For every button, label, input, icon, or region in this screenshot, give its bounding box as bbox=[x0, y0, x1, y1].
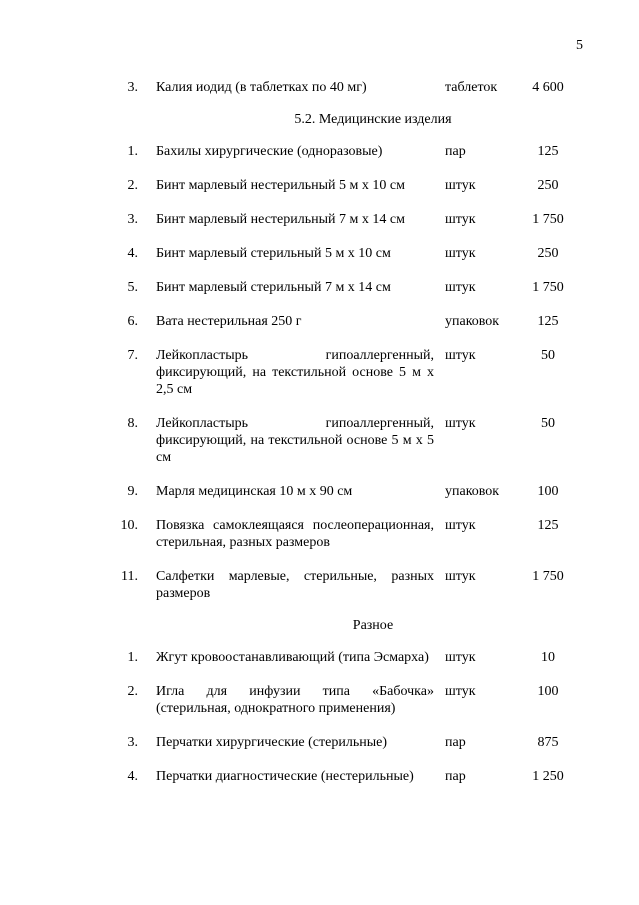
row-number: 5. bbox=[127, 280, 138, 295]
item-name: Повязка самоклеящаяся послеоперационная, стерильная, разных размеров bbox=[156, 518, 434, 550]
item-quantity: 875 bbox=[537, 735, 559, 750]
table-row bbox=[110, 347, 590, 398]
item-unit: штук bbox=[445, 178, 476, 193]
row-number: 4. bbox=[127, 246, 138, 261]
item-name: Игла для инфузии типа «Бабочка» (стерильная, однократного применения) bbox=[156, 684, 434, 716]
item-quantity: 1 750 bbox=[532, 280, 564, 295]
item-unit: штук bbox=[445, 246, 476, 261]
item-quantity: 125 bbox=[537, 518, 559, 533]
item-quantity: 250 bbox=[537, 178, 559, 193]
item-name: Бинт марлевый нестерильный 5 м х 10 см bbox=[156, 178, 405, 193]
item-name: Бинт марлевый стерильный 5 м х 10 см bbox=[156, 246, 391, 261]
item-quantity: 50 bbox=[541, 416, 555, 431]
table-row bbox=[110, 683, 590, 717]
page-number: 5 bbox=[576, 38, 583, 53]
item-name: Бинт марлевый нестерильный 7 м х 14 см bbox=[156, 212, 405, 227]
item-quantity: 1 750 bbox=[532, 569, 564, 584]
item-unit: штук bbox=[445, 650, 476, 665]
table-row bbox=[110, 768, 590, 785]
item-unit: упаковок bbox=[445, 314, 500, 329]
row-number: 7. bbox=[127, 348, 138, 363]
item-unit: таблеток bbox=[445, 80, 498, 95]
item-name: Перчатки хирургические (стерильные) bbox=[156, 735, 387, 750]
section-heading-medical: 5.2. Медицинские изделия bbox=[294, 112, 452, 127]
row-number: 9. bbox=[127, 484, 138, 499]
table-row bbox=[110, 568, 590, 602]
row-number: 2. bbox=[127, 178, 138, 193]
item-unit: штук bbox=[445, 280, 476, 295]
item-name: Вата нестерильная 250 г bbox=[156, 314, 302, 329]
row-number: 3. bbox=[127, 80, 138, 95]
item-quantity: 100 bbox=[537, 484, 559, 499]
table-row bbox=[110, 79, 590, 96]
item-unit: упаковок bbox=[445, 484, 500, 499]
item-quantity: 250 bbox=[537, 246, 559, 261]
item-unit: штук bbox=[445, 518, 476, 533]
item-quantity: 125 bbox=[537, 144, 559, 159]
table-row bbox=[110, 177, 590, 194]
item-unit: штук bbox=[445, 212, 476, 227]
table-row bbox=[110, 313, 590, 330]
item-name: Лейкопластырь гипоаллергенный, фиксирующий, на текстильной основе 5 м х 2,5 см bbox=[156, 348, 434, 397]
item-name: Салфетки марлевые, стерильные, разных размеров bbox=[156, 569, 434, 601]
table-row bbox=[110, 211, 590, 228]
row-number: 3. bbox=[127, 212, 138, 227]
table-row bbox=[110, 245, 590, 262]
row-number: 10. bbox=[120, 518, 138, 533]
section-heading-misc: Разное bbox=[352, 618, 394, 633]
item-quantity: 10 bbox=[541, 650, 555, 665]
row-number: 2. bbox=[127, 684, 138, 699]
item-unit: штук bbox=[445, 569, 476, 584]
item-unit: пар bbox=[445, 735, 466, 750]
row-number: 1. bbox=[127, 144, 138, 159]
row-number: 6. bbox=[127, 314, 138, 329]
item-name: Марля медицинская 10 м х 90 см bbox=[156, 484, 353, 499]
item-unit: пар bbox=[445, 144, 466, 159]
item-name: Перчатки диагностические (нестерильные) bbox=[156, 769, 414, 784]
item-quantity: 50 bbox=[541, 348, 555, 363]
item-unit: штук bbox=[445, 416, 476, 431]
item-quantity: 100 bbox=[537, 684, 559, 699]
table-row bbox=[110, 483, 590, 500]
table-row bbox=[110, 143, 590, 160]
item-name: Калия иодид (в таблетках по 40 мг) bbox=[156, 80, 367, 95]
table-row bbox=[110, 734, 590, 751]
item-name: Бинт марлевый стерильный 7 м х 14 см bbox=[156, 280, 391, 295]
item-quantity: 1 250 bbox=[532, 769, 564, 784]
row-number: 3. bbox=[127, 735, 138, 750]
item-name: Лейкопластырь гипоаллергенный, фиксирующий, на текстильной основе 5 м х 5 см bbox=[156, 416, 434, 465]
item-name: Жгут кровоостанавливающий (типа Эсмарха) bbox=[156, 650, 429, 665]
row-number: 1. bbox=[127, 650, 138, 665]
table-row bbox=[110, 517, 590, 551]
item-unit: пар bbox=[445, 769, 466, 784]
table-row bbox=[110, 415, 590, 466]
item-unit: штук bbox=[445, 348, 476, 363]
row-number: 8. bbox=[127, 416, 138, 431]
item-quantity: 4 600 bbox=[532, 80, 564, 95]
table-row bbox=[110, 279, 590, 296]
item-quantity: 125 bbox=[537, 314, 559, 329]
row-number: 4. bbox=[127, 769, 138, 784]
table-row bbox=[110, 649, 590, 666]
item-name: Бахилы хирургические (одноразовые) bbox=[156, 144, 383, 159]
item-quantity: 1 750 bbox=[532, 212, 564, 227]
row-number: 11. bbox=[121, 569, 138, 584]
item-unit: штук bbox=[445, 684, 476, 699]
